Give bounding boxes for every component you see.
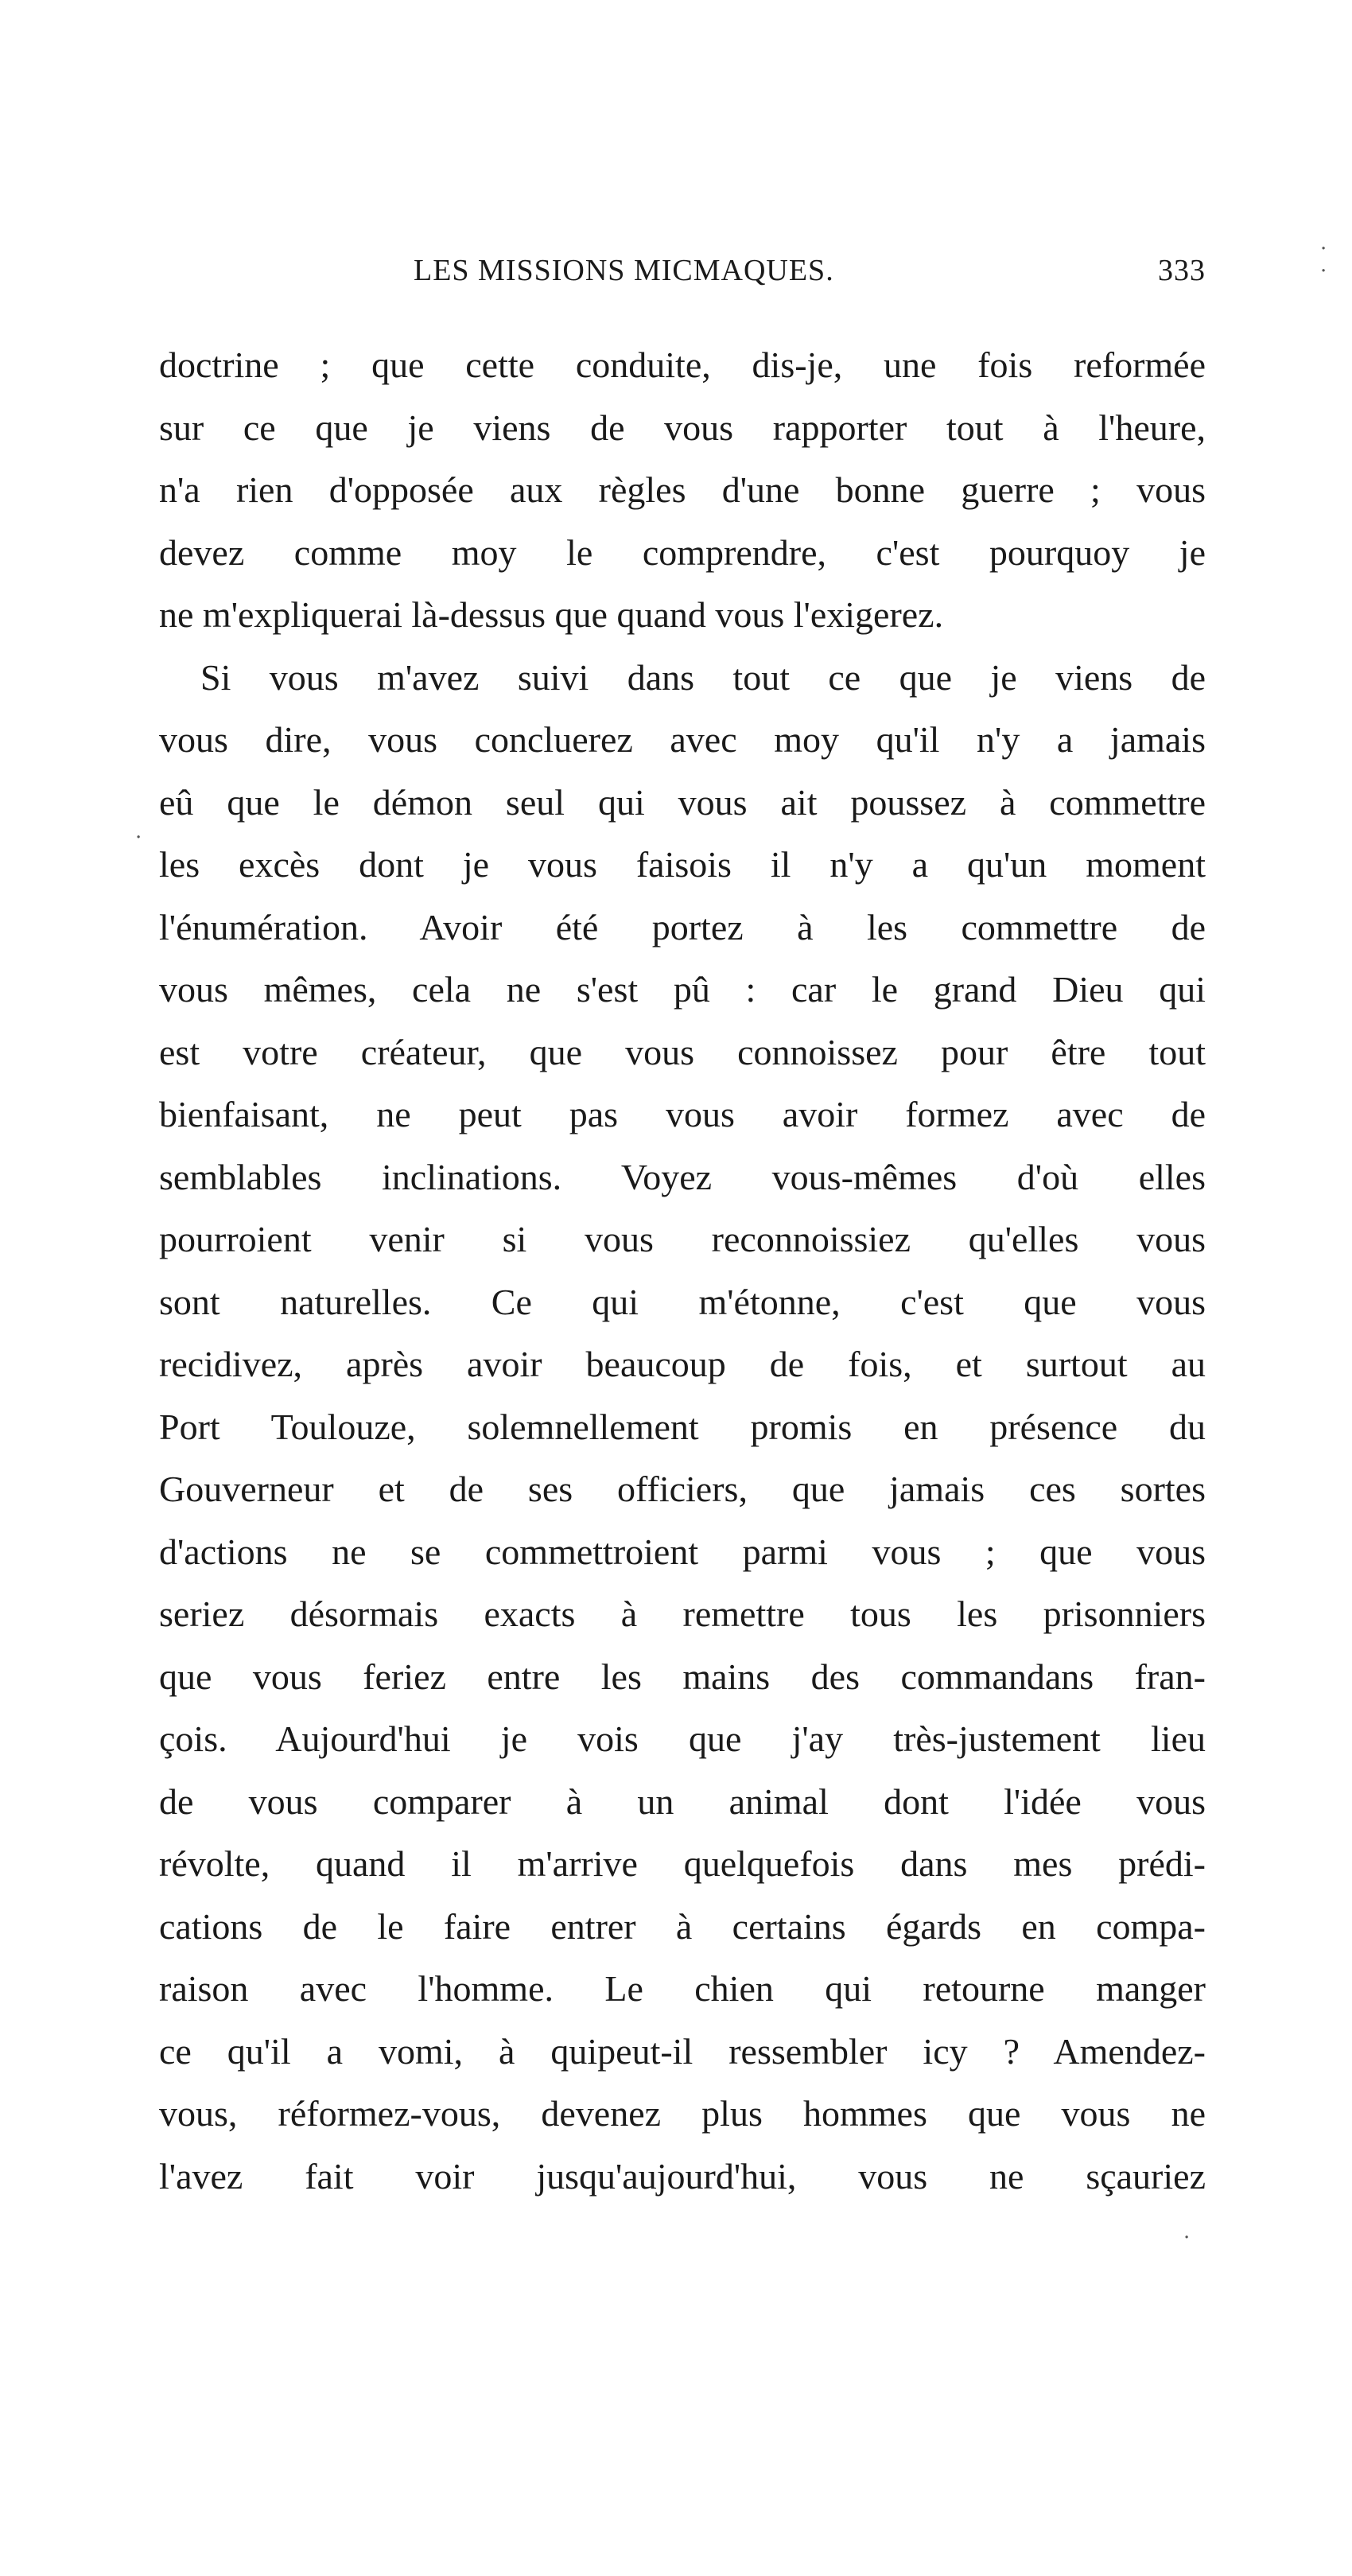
text-line: semblables inclinations. Voyez vous-mêmes d'où elles [159,1156,1206,1197]
margin-speck: · [1183,2226,1191,2250]
text-line: que vous feriez entre les mains des commandans fran- [159,1656,1206,1697]
text-line: vous, réformez-vous, devenez plus hommes que vous ne [159,2093,1206,2134]
paragraph-first-line: Si vous m'avez suivi dans tout ce que je viens de [200,656,1206,698]
text-line: raison avec l'homme. Le chien qui retourne manger [159,1968,1206,2009]
text-line: recidivez, après avoir beaucoup de fois, et surtout au [159,1344,1206,1384]
body-text [159,334,1206,2208]
text-line: sur ce que je viens de vous rapporter tout à l'heure, [159,407,1206,448]
text-line: révolte, quand il m'arrive quelquefois dans mes prédi- [159,1843,1206,1884]
page-number: 333 [1158,254,1206,287]
margin-speck: · [1320,259,1327,283]
text-line: Gouverneur et de ses officiers, que jamais ces sortes [159,1469,1206,1509]
text-line: vous dire, vous concluerez avec moy qu'il n'y a jamais [159,719,1206,760]
text-line: bienfaisant, ne peut pas vous avoir formez avec de [159,1094,1206,1134]
text-line: l'énumération. Avoir été portez à les commettre de [159,906,1206,948]
text-line: çois. Aujourd'hui je vois que j'ay très-justement lieu [159,1718,1206,1759]
text-line: d'actions ne se commettroient parmi vous ; que vous [159,1531,1206,1572]
text-line: sont naturelles. Ce qui m'étonne, c'est que vous [159,1281,1206,1322]
text-line: n'a rien d'opposée aux règles d'une bonne guerre ; vous [159,469,1206,510]
text-line: Port Toulouze, solemnellement promis en présence du [159,1406,1206,1447]
text-line: eû que le démon seul qui vous ait poussez à commettre [159,781,1206,823]
text-line: ce qu'il a vomi, à quipeut-il ressembler icy ? Amendez- [159,2030,1206,2072]
text-line: vous mêmes, cela ne s'est pû : car le grand Dieu qui [159,969,1206,1010]
running-head [159,253,1206,301]
text-line: de vous comparer à un animal dont l'idée vous [159,1780,1206,1822]
text-line: pourroient venir si vous reconnoissiez qu'elles vous [159,1219,1206,1259]
text-line: devez comme moy le comprendre, c'est pourquoy je [159,531,1206,573]
text-line: doctrine ; que cette conduite, dis-je, une fois reformée [159,344,1206,385]
margin-speck: · [1320,237,1327,261]
text-line: l'avez fait voir jusqu'aujourd'hui, vous ne sçauriez [159,2155,1206,2197]
text-line: cations de le faire entrer à certains égards en compa- [159,1905,1206,1947]
margin-speck: · [135,826,142,850]
running-title: LES MISSIONS MICMAQUES. [414,254,834,287]
text-line: les excès dont je vous faisois il n'y a qu'un moment [159,844,1206,885]
text-line: est votre créateur, que vous connoissez pour être tout [159,1031,1206,1072]
text-line: seriez désormais exacts à remettre tous les prisonniers [159,1593,1206,1634]
text-line: ne m'expliquerai là-dessus que quand vous l'exigerez. [159,594,944,635]
